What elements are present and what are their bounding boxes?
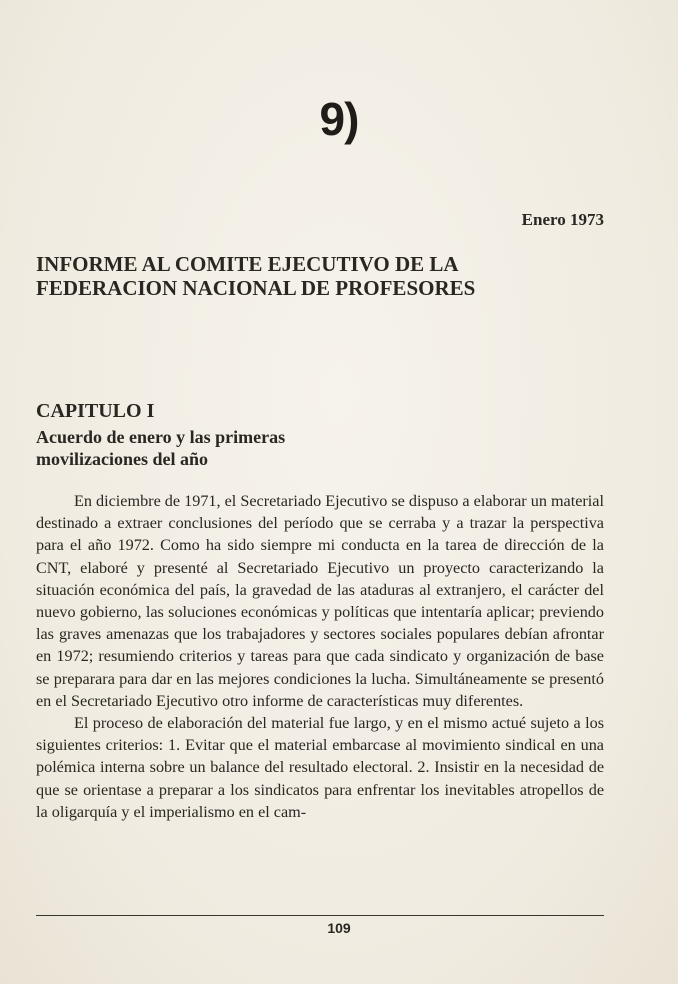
document-title — [36, 252, 576, 300]
chapter-label: CAPITULO I — [36, 400, 155, 422]
chapter-subtitle-line: Acuerdo de enero y las primeras — [36, 427, 286, 447]
document-title-line: INFORME AL COMITE EJECUTIVO DE LA — [36, 252, 459, 276]
footer-rule — [36, 915, 604, 916]
body-text — [36, 490, 604, 823]
paragraph: El proceso de elaboración del material fue largo, y en el mismo actué sujeto a los siguientes criterios: 1. Evitar que el material embarcase al movimiento sindical en una polémica interna sobre un balance del resultado electoral. 2. Insistir en la necesidad de que se orientase a preparar a los sindicatos para enfrentar los inevitables atropellos de la oligarquía y el imperialismo en el cam- — [36, 714, 604, 821]
chapter-number: 9) — [319, 93, 359, 145]
document-date: Enero 1973 — [521, 210, 604, 229]
chapter-subtitle — [36, 426, 285, 470]
chapter-subtitle-line: movilizaciones del año — [36, 449, 208, 469]
document-title-line: FEDERACION NACIONAL DE PROFESORES — [36, 276, 476, 300]
paragraph: En diciembre de 1971, el Secretariado Ejecutivo se dispuso a elaborar un material destinado a extraer conclusiones del período que se cerraba y a trazar la perspectiva para el año 1972. Como ha sido siempre mi conducta en la tarea de dirección de la CNT, elaboré y presenté al Secretariado Ejecutivo un proyecto caracterizando la situación económica del país, la gravedad de las ataduras al extranjero, el carácter del nuevo gobierno, las soluciones económicas y políticas que intentaría aplicar; previendo las graves amenazas que los trabajadores y sectores sociales populares debían afrontar en 1972; resumiendo criterios y tareas para que cada sindicato y organización de base se preparara para dar en las mejores condiciones la lucha. Simultáneamente se presentó en el Secretariado Ejecutivo otro informe de características muy diferentes. — [36, 492, 604, 710]
page-number: 109 — [327, 920, 351, 936]
